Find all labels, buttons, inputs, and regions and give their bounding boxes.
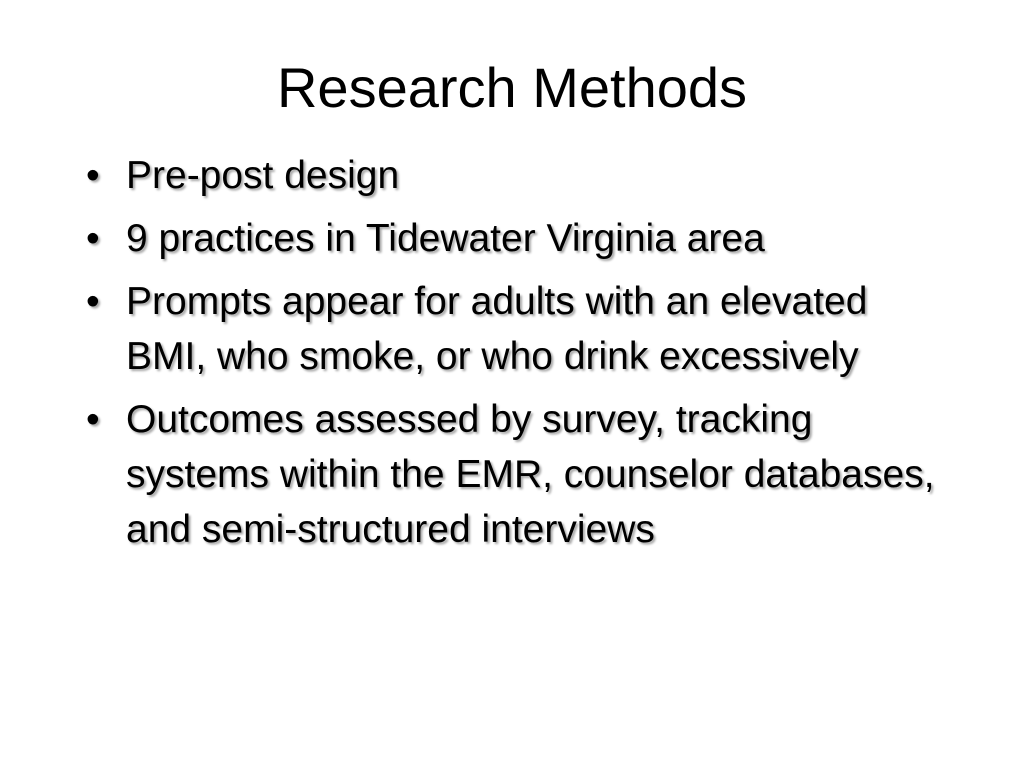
bullet-item <box>84 211 944 266</box>
bullet-marker: • <box>86 154 100 197</box>
bullet-marker: • <box>86 280 100 323</box>
bullet-item <box>84 148 944 203</box>
bullet-item <box>84 274 944 384</box>
bullet-text: Outcomes assessed by survey, tracking systems within the EMR, counselor databases, and semi-structured interviews <box>126 398 935 551</box>
bullet-text: 9 practices in Tidewater Virginia area <box>126 217 765 260</box>
bullet-list <box>84 148 944 565</box>
slide-title: Research Methods <box>276 56 747 119</box>
bullet-marker: • <box>86 398 100 441</box>
bullet-marker: • <box>86 217 100 260</box>
bullet-text: Pre-post design <box>126 154 400 197</box>
bullet-text: Prompts appear for adults with an elevated BMI, who smoke, or who drink excessively <box>126 280 868 378</box>
bullet-item <box>84 392 944 557</box>
